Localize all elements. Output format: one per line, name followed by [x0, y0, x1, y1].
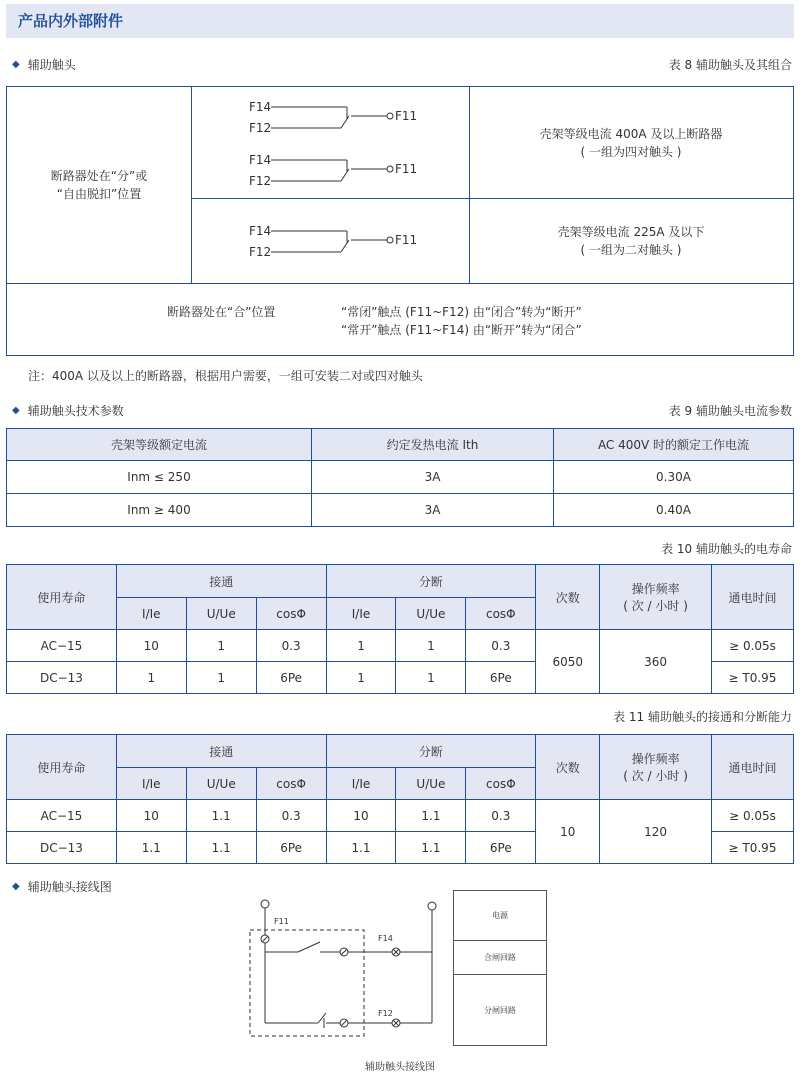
table-cell: Inm ≤ 250 [7, 461, 312, 494]
header-freq [600, 565, 712, 630]
desc-225a-line1: 壳架等级电流 225A 及以下 [557, 224, 705, 239]
table-cell: 1 [186, 630, 256, 662]
header-make: 接通 [116, 565, 326, 598]
table-cell: 0.3 [466, 800, 536, 832]
table9-caption: 表 9 辅助触头电流参数 [668, 404, 792, 418]
state-open-line1: 断路器处在“分”或 [50, 169, 148, 183]
table8 [6, 86, 794, 356]
sub-header: U/Ue [396, 598, 466, 630]
table-cell: 1 [326, 662, 396, 694]
sub-header: cosΦ [256, 768, 326, 800]
f11-label: F11 [395, 109, 418, 123]
wiring-caption: 辅助触头接线图 [365, 1062, 435, 1073]
header-make: 接通 [116, 735, 326, 768]
table9-header: AC 400V 时的额定工作电流 [554, 429, 794, 461]
row-name: AC−15 [7, 630, 117, 662]
table9 [6, 428, 794, 527]
header-freq-line1: 操作频率 [631, 752, 680, 766]
table-cell: 6Pe [256, 662, 326, 694]
desc-400a-line1: 壳架等级电流 400A 及以上断路器 [539, 126, 723, 141]
section-title: 辅助触头 [27, 58, 76, 72]
header-count: 次数 [536, 735, 600, 800]
power-box: 电源 [454, 891, 546, 941]
sub-header: cosΦ [466, 768, 536, 800]
f12-label: F12 [249, 174, 272, 188]
sub-header: I/Ie [116, 598, 186, 630]
section-title: 辅助触头技术参数 [27, 404, 124, 418]
header-life: 使用寿命 [7, 565, 117, 630]
header-freq-line2: ( 次 / 小时 ) [623, 599, 688, 613]
header-time: 通电时间 [712, 565, 794, 630]
table-cell: 10 [116, 630, 186, 662]
row-name: AC−15 [7, 800, 117, 832]
note: 注：400A 以及以上的断路器，根据用户需要，一组可安装二对或四对触头 [28, 369, 423, 383]
wiring-f12-label: F12 [378, 1009, 393, 1018]
f11-label: F11 [395, 233, 418, 247]
f11-label: F11 [395, 162, 418, 176]
table-cell: 0.3 [256, 800, 326, 832]
wiring-f14-label: F14 [378, 934, 393, 943]
table-cell: 1.1 [116, 832, 186, 864]
table-cell: 6Pe [256, 832, 326, 864]
state-closed-desc [341, 303, 582, 339]
table-cell: 1 [116, 662, 186, 694]
sub-header: cosΦ [466, 598, 536, 630]
table8-caption: 表 8 辅助触头及其组合 [668, 58, 792, 72]
header-life: 使用寿命 [7, 735, 117, 800]
time-cell: ≥ T0.95 [712, 662, 794, 694]
time-cell: ≥ 0.05s [712, 630, 794, 662]
sub-header: I/Ie [326, 768, 396, 800]
desc-400a [469, 87, 793, 198]
table-cell: 1.1 [396, 832, 466, 864]
table-cell: 1.1 [186, 800, 256, 832]
f14-label: F14 [249, 100, 272, 114]
table-cell: 1 [396, 630, 466, 662]
count-cell: 10 [536, 800, 600, 864]
sub-header: I/Ie [326, 598, 396, 630]
table11-caption: 表 11 辅助触头的接通和分断能力 [613, 710, 792, 724]
section-aux-contacts [12, 56, 76, 73]
table-cell: Inm ≥ 400 [7, 494, 312, 527]
desc-400a-line2: ( 一组为四对触头 ) [580, 144, 682, 159]
table-cell: 0.3 [466, 630, 536, 662]
diamond-bullet-icon: ◆ [12, 881, 20, 892]
open-circuit-box: 分闸回路 [484, 1005, 516, 1015]
section-wiring [12, 878, 112, 895]
section-title: 辅助触头接线图 [27, 880, 112, 894]
row-name: DC−13 [7, 662, 117, 694]
state-open-line2: “自由脱扣”位置 [56, 187, 142, 201]
desc-225a-line2: ( 一组为二对触头 ) [580, 242, 682, 257]
table-cell: 1.1 [326, 832, 396, 864]
page-header [6, 4, 794, 38]
f12-label: F12 [249, 121, 272, 135]
state-closed-desc-line2: “常开”触点 (F11~F14) 由“断开”转为“闭合” [341, 323, 582, 337]
sub-header: U/Ue [396, 768, 466, 800]
sub-header: U/Ue [186, 598, 256, 630]
table-cell: 10 [326, 800, 396, 832]
sub-header: U/Ue [186, 768, 256, 800]
header-break: 分断 [326, 735, 536, 768]
table-cell: 1 [186, 662, 256, 694]
table-cell: 1.1 [186, 832, 256, 864]
table-cell: 0.40A [554, 494, 794, 527]
count-cell: 6050 [536, 630, 600, 694]
header-freq [600, 735, 712, 800]
table10 [6, 564, 794, 694]
table11 [6, 734, 794, 864]
table-cell: 1.1 [396, 800, 466, 832]
row-name: DC−13 [7, 832, 117, 864]
table-cell: 10 [116, 800, 186, 832]
section-tech-params [12, 402, 124, 419]
contact-diagrams [191, 87, 469, 283]
table-cell: 3A [312, 494, 554, 527]
desc-225a [469, 198, 793, 283]
table-row [7, 494, 794, 527]
table-cell: 6Pe [466, 832, 536, 864]
close-circuit-box: 合闸回路 [454, 941, 546, 975]
table-cell: 1 [326, 630, 396, 662]
header-freq-line1: 操作频率 [631, 582, 680, 596]
f14-label: F14 [249, 153, 272, 167]
table-cell: 0.30A [554, 461, 794, 494]
sub-header: cosΦ [256, 598, 326, 630]
state-closed-label: 断路器处在“合”位置 [167, 305, 276, 319]
table9-header: 约定发热电流 Ith [312, 429, 554, 461]
table-row [7, 630, 794, 662]
table-cell: 0.3 [256, 630, 326, 662]
table10-caption: 表 10 辅助触头的电寿命 [661, 542, 792, 556]
header-freq-line2: ( 次 / 小时 ) [623, 769, 688, 783]
f12-label: F12 [249, 245, 272, 259]
header-count: 次数 [536, 565, 600, 630]
table-cell: 3A [312, 461, 554, 494]
table9-header: 壳架等级额定电流 [7, 429, 312, 461]
circuit-boxes [453, 890, 547, 1046]
f14-label: F14 [249, 224, 272, 238]
diamond-bullet-icon: ◆ [12, 405, 20, 416]
page-title: 产品内外部附件 [18, 12, 124, 30]
state-closed-desc-line1: “常闭”触点 (F11~F12) 由“闭合”转为“断开” [341, 305, 582, 319]
time-cell: ≥ T0.95 [712, 832, 794, 864]
table-cell: 6Pe [466, 662, 536, 694]
table-row [7, 461, 794, 494]
diamond-bullet-icon: ◆ [12, 59, 20, 70]
wiring-f11-label: F11 [274, 917, 289, 926]
time-cell: ≥ 0.05s [712, 800, 794, 832]
header-break: 分断 [326, 565, 536, 598]
state-open-label [7, 87, 191, 283]
freq-cell: 120 [600, 800, 712, 864]
table-cell: 1 [396, 662, 466, 694]
table-row [7, 800, 794, 832]
sub-header: I/Ie [116, 768, 186, 800]
freq-cell: 360 [600, 630, 712, 694]
header-time: 通电时间 [712, 735, 794, 800]
